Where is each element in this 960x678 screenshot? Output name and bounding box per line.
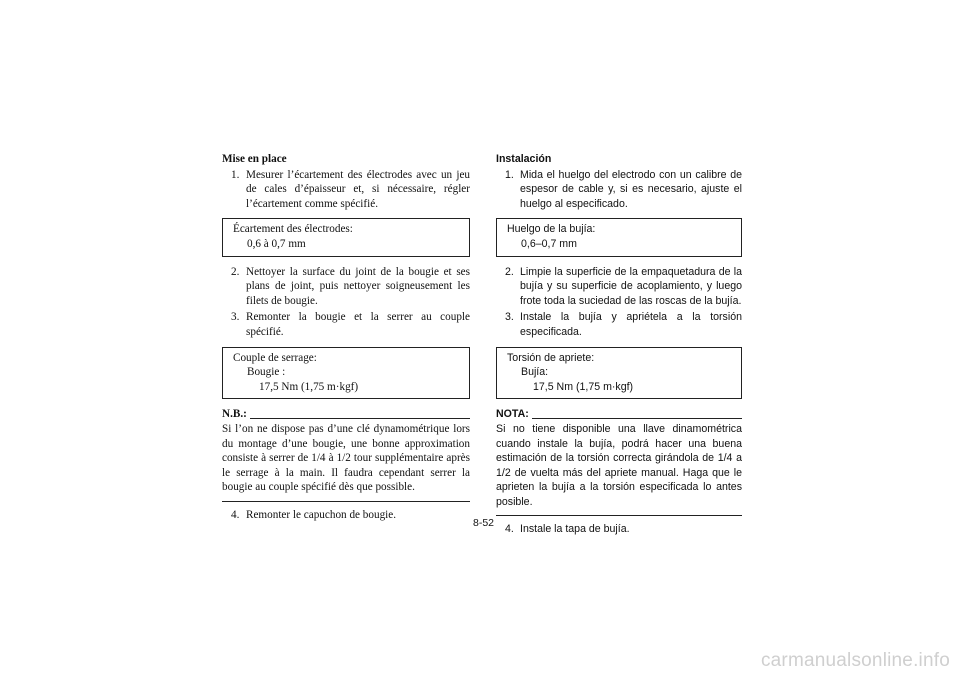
step-number: 2. [231, 265, 240, 278]
step-number: 1. [505, 168, 514, 181]
section-heading: Mise en place [222, 153, 287, 165]
step-text: Mida el huelgo del electrodo con un calibre de espesor de cable y, si es necesario, ajuste el huelgo al especificado. [520, 168, 742, 210]
step-2 [222, 265, 470, 309]
watermark: carmanualsonline.info [760, 650, 950, 671]
section-heading: Instalación [496, 153, 552, 165]
spec-value: 0,6 à 0,7 mm [247, 237, 306, 250]
spec-box-electrode-gap [222, 218, 470, 256]
spec-label: Huelgo de la bujía: [507, 223, 596, 236]
spec-box-torque [496, 347, 742, 400]
step-text: Remonter la bougie et la serrer au couple spécifié. [246, 311, 470, 338]
french-column [222, 152, 470, 522]
step-2 [496, 265, 742, 309]
spec-box-electrode-gap [496, 218, 742, 256]
page-number: 8-52 [473, 517, 495, 529]
step-text: Mesurer l’écartement des électrodes avec un jeu de cales d’épaisseur et, si nécessaire, régler l’écartement comme spécifié. [246, 168, 470, 210]
note-label: NOTA: [496, 408, 529, 421]
step-number: 3. [505, 311, 514, 324]
note-header [496, 407, 742, 422]
step-number: 3. [231, 311, 240, 324]
step-text: Instale la tapa de bujía. [520, 523, 630, 536]
note-text: Si l’on ne dispose pas d’une clé dynamométrique lors du montage d’une bougie, une bonne approximation consiste à serrer de 1/4 à 1/2 tour supplémentaire après le serrage à la main. Il faudra cependant serrer la bougie au couple spécifié dès que possible. [222, 422, 470, 502]
step-number: 4. [505, 523, 514, 536]
spec-label: Couple de serrage: [233, 351, 317, 364]
spec-label: Écartement des électrodes: [233, 223, 353, 236]
step-text: Limpie la superficie de la empaquetadura de la bujía y su superficie de acoplamiento, y luego frote toda la suciedad de las roscas de la bujía. [520, 265, 742, 307]
note-text: Si no tiene disponible una llave dinamométrica cuando instale la bujía, podrá hacer una buena estimación de la torsión correcta girándola de 1/4 a 1/2 de vuelta más del apriete manual. Haga que le aprieten la bujía a la torsión especificada lo antes posible. [496, 422, 742, 517]
note-rule [250, 418, 470, 419]
note-header [222, 407, 470, 422]
spec-label: Torsión de apriete: [507, 351, 595, 364]
step-3 [496, 310, 742, 339]
step-4 [222, 508, 470, 523]
step-number: 4. [231, 508, 240, 521]
spec-box-torque [222, 347, 470, 400]
spec-value: 17,5 Nm (1,75 m·kgf) [259, 380, 359, 393]
step-text: Instale la bujía y apriétela a la torsión especificada. [520, 311, 742, 338]
step-number: 2. [505, 265, 514, 278]
note-label: N.B.: [222, 408, 247, 421]
spec-value: 17,5 Nm (1,75 m·kgf) [533, 380, 634, 393]
spec-sublabel: Bujía: [521, 366, 549, 379]
spec-value: 0,6–0,7 mm [521, 237, 577, 250]
step-4 [496, 522, 742, 537]
step-text: Remonter le capuchon de bougie. [246, 508, 397, 521]
step-1 [496, 168, 742, 212]
spec-sublabel: Bougie : [247, 366, 286, 379]
spanish-column [496, 152, 742, 537]
step-text: Nettoyer la surface du joint de la bougie et ses plans de joint, puis nettoyer soigneusement les filets de bougie. [246, 265, 470, 307]
step-number: 1. [231, 168, 240, 181]
note-rule [532, 418, 742, 419]
step-3 [222, 310, 470, 339]
step-1 [222, 168, 470, 212]
